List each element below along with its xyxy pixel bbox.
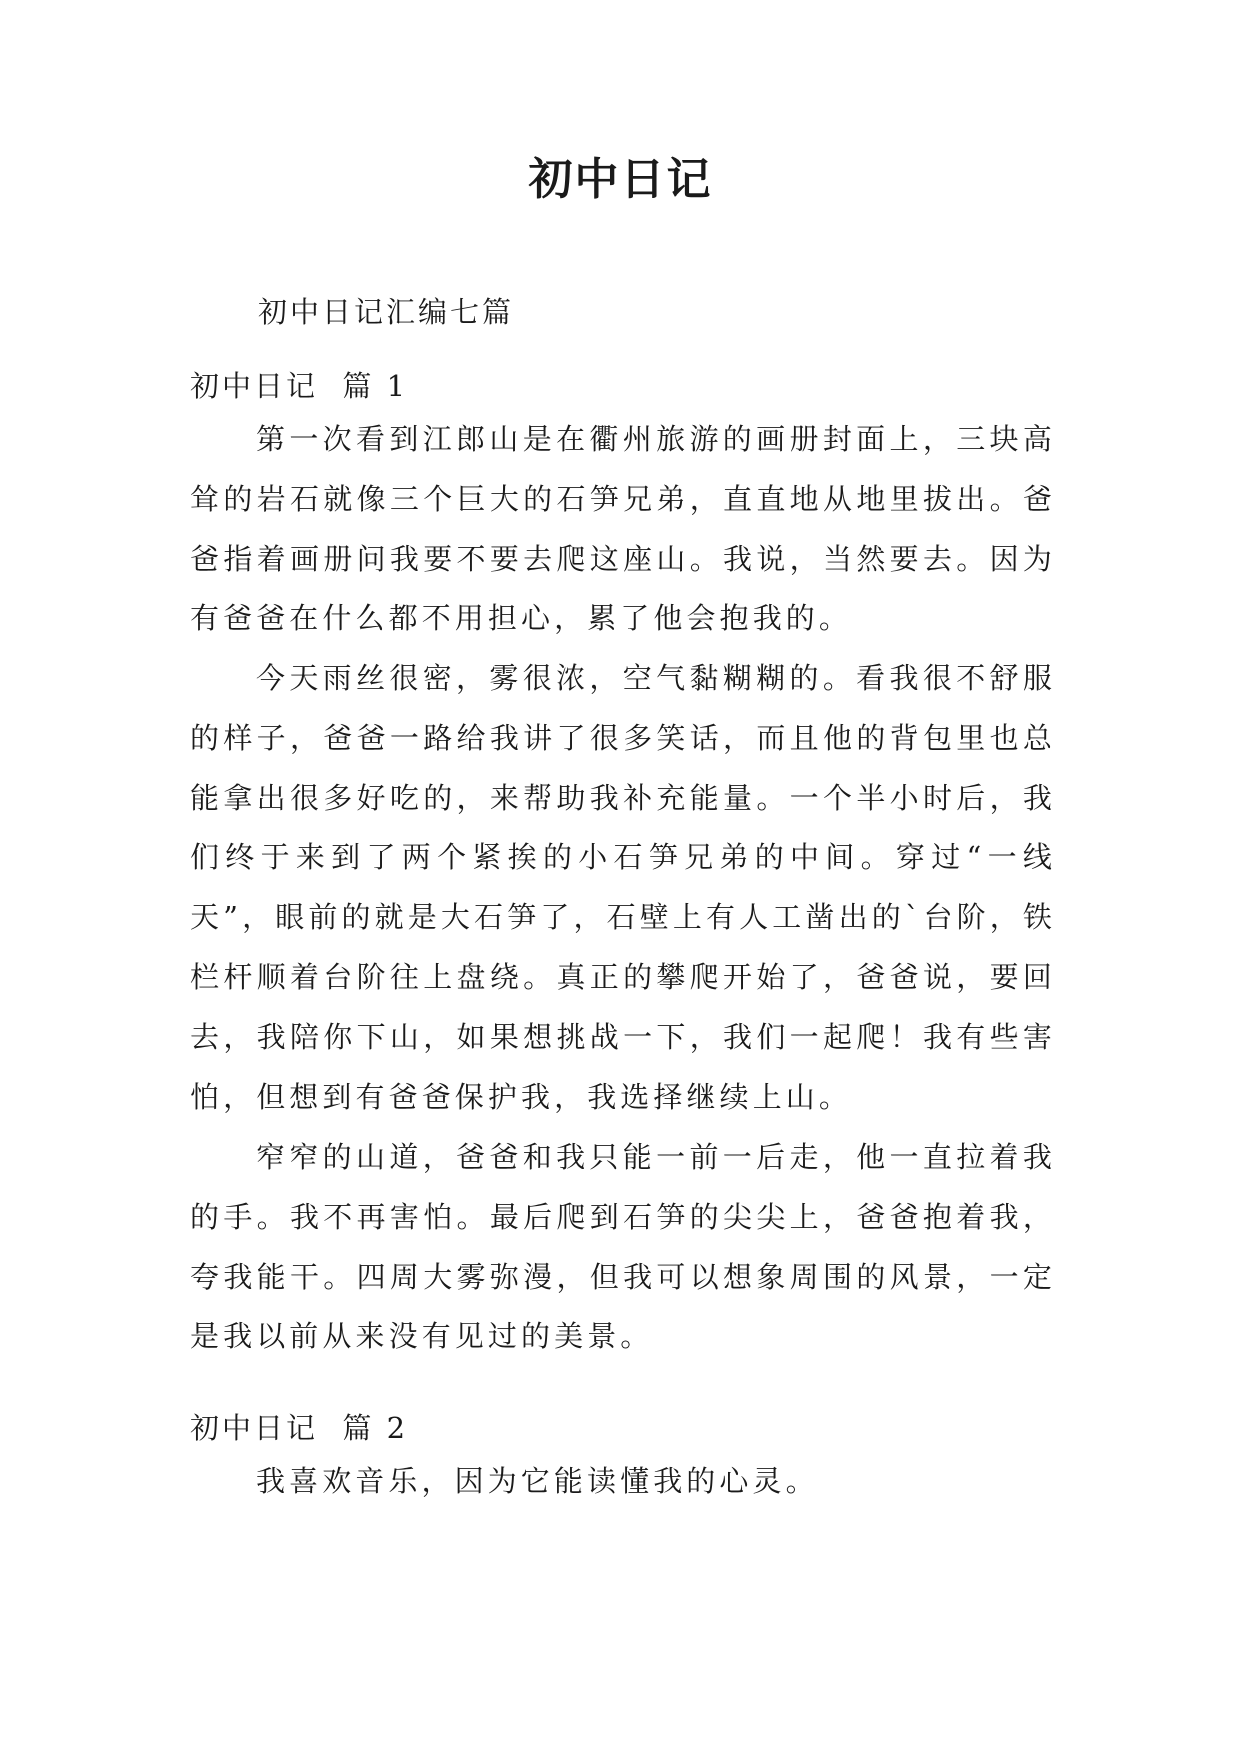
document-subtitle: 初中日记汇编七篇 (258, 295, 515, 329)
section-1-paragraph-2: 今天雨丝很密，雾很浓，空气黏糊糊的。看我很不舒服的样子，爸爸一路给我讲了很多笑话，而且他的背包里也总能拿出很多好吃的，来帮助我补充能量。一个半小时后，我们终于来到了两个紧挨的小石笋兄弟的中间。穿过“一线天”，眼前的就是大石笋了，石壁上有人工凿出的`台阶，铁栏杆顺着台阶往上盘绕。真正的攀爬开始了，爸爸说，要回去，我陪你下山，如果想挑战一下，我们一起爬！我有些害怕，但想到有爸爸保护我，我选择继续上山。 (190, 661, 1056, 1114)
section-1-paragraph-1: 第一次看到江郎山是在衢州旅游的画册封面上，三块高耸的岩石就像三个巨大的石笋兄弟，直直地从地里拔出。爸爸指着画册问我要不要去爬这座山。我说，当然要去。因为有爸爸在什么都不用担心，累了他会抱我的。 (190, 422, 1056, 636)
document-title: 初中日记 (528, 154, 713, 205)
section-1-paragraph-3: 窄窄的山道，爸爸和我只能一前一后走，他一直拉着我的手。我不再害怕。最后爬到石笋的尖尖上，爸爸抱着我，夸我能干。四周大雾弥漫，但我可以想象周围的风景，一定是我以前从来没有见过的美景。 (190, 1140, 1056, 1354)
section-heading-1: 初中日记 篇 1 (190, 369, 409, 403)
section-heading-2: 初中日记 篇 2 (190, 1411, 409, 1445)
section-2-paragraph-1: 我喜欢音乐，因为它能读懂我的心灵。 (256, 1464, 819, 1498)
